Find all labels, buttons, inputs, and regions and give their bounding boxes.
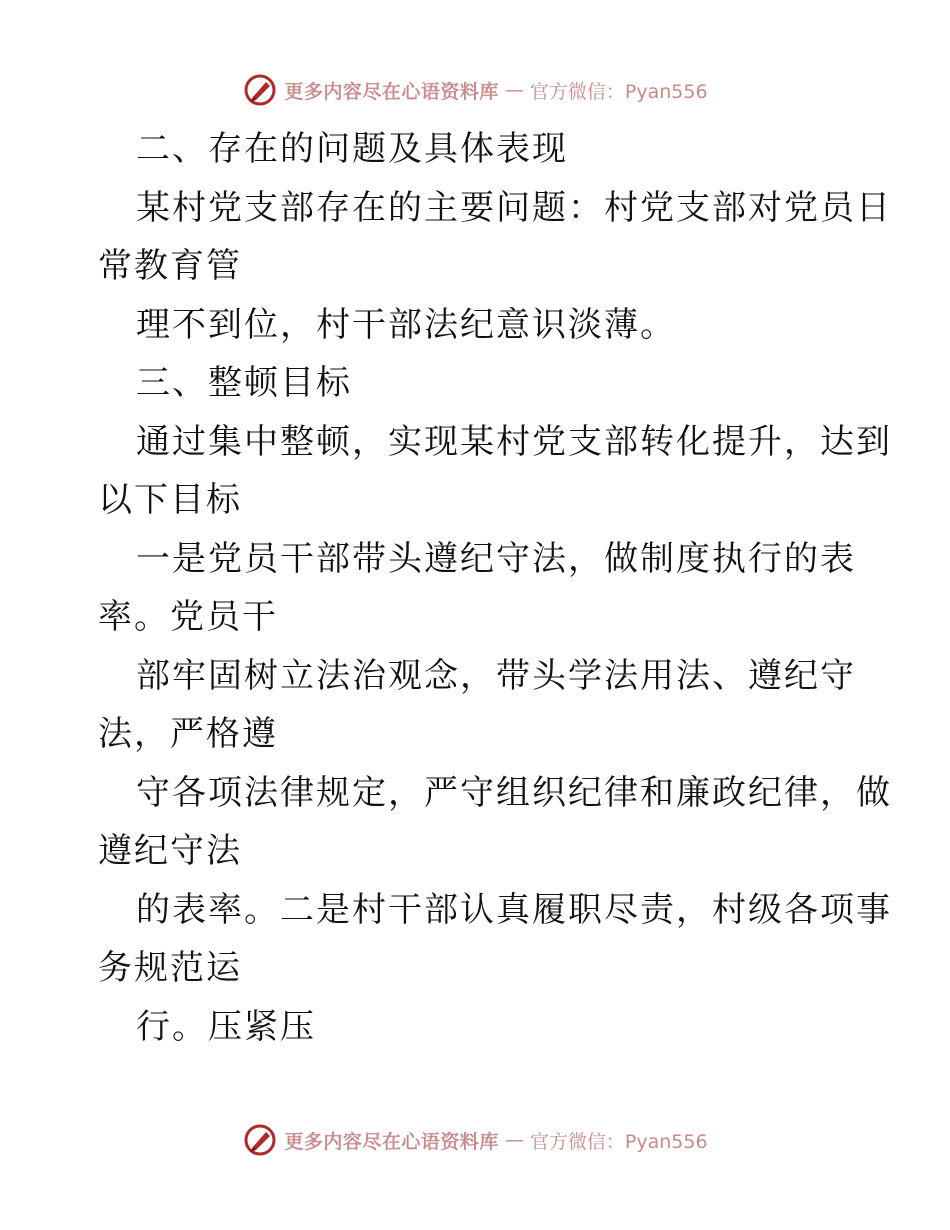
- section-heading: 三、整顿目标: [136, 363, 352, 403]
- document-body: [98, 120, 892, 1056]
- header-site-text: 更多内容尽在心语资料库: [284, 80, 499, 103]
- footer-separator: —: [504, 1129, 524, 1151]
- header-separator: —: [504, 79, 524, 101]
- footer-banner: [0, 1120, 950, 1160]
- paragraph-line: 通过集中整顿，实现某村党支部转化提升，达到: [136, 421, 892, 462]
- paragraph-line: 的表率。二是村干部认真履职尽责，村级各项事: [136, 889, 892, 930]
- footer-site-text: 更多内容尽在心语资料库: [284, 1130, 499, 1153]
- paragraph-line: 常教育管: [98, 246, 242, 286]
- paragraph-line: 某村党支部存在的主要问题：村党支部对党员日: [136, 187, 892, 228]
- paragraph-line: 以下目标: [98, 480, 242, 520]
- header-banner: [0, 70, 950, 110]
- paragraph-line: 务规范运: [98, 948, 242, 988]
- section-heading: 二、存在的问题及具体表现: [136, 129, 568, 169]
- footer-wechat-text: 官方微信：Pyan556: [529, 1130, 708, 1153]
- pen-logo-icon: [242, 1122, 278, 1158]
- header-wechat-text: 官方微信：Pyan556: [529, 80, 708, 103]
- paragraph-line: 理不到位，村干部法纪意识淡薄。: [136, 304, 676, 345]
- pen-logo-icon: [242, 72, 278, 108]
- paragraph-line: 守各项法律规定，严守组织纪律和廉政纪律，做: [136, 772, 892, 813]
- paragraph-line: 部牢固树立法治观念，带头学法用法、遵纪守: [136, 655, 856, 696]
- paragraph-line: 率。党员干: [98, 597, 278, 637]
- paragraph-line: 行。压紧压: [136, 1006, 316, 1047]
- paragraph-line: 一是党员干部带头遵纪守法，做制度执行的表: [136, 538, 856, 579]
- paragraph-line: 遵纪守法: [98, 831, 242, 871]
- paragraph-line: 法，严格遵: [98, 714, 278, 754]
